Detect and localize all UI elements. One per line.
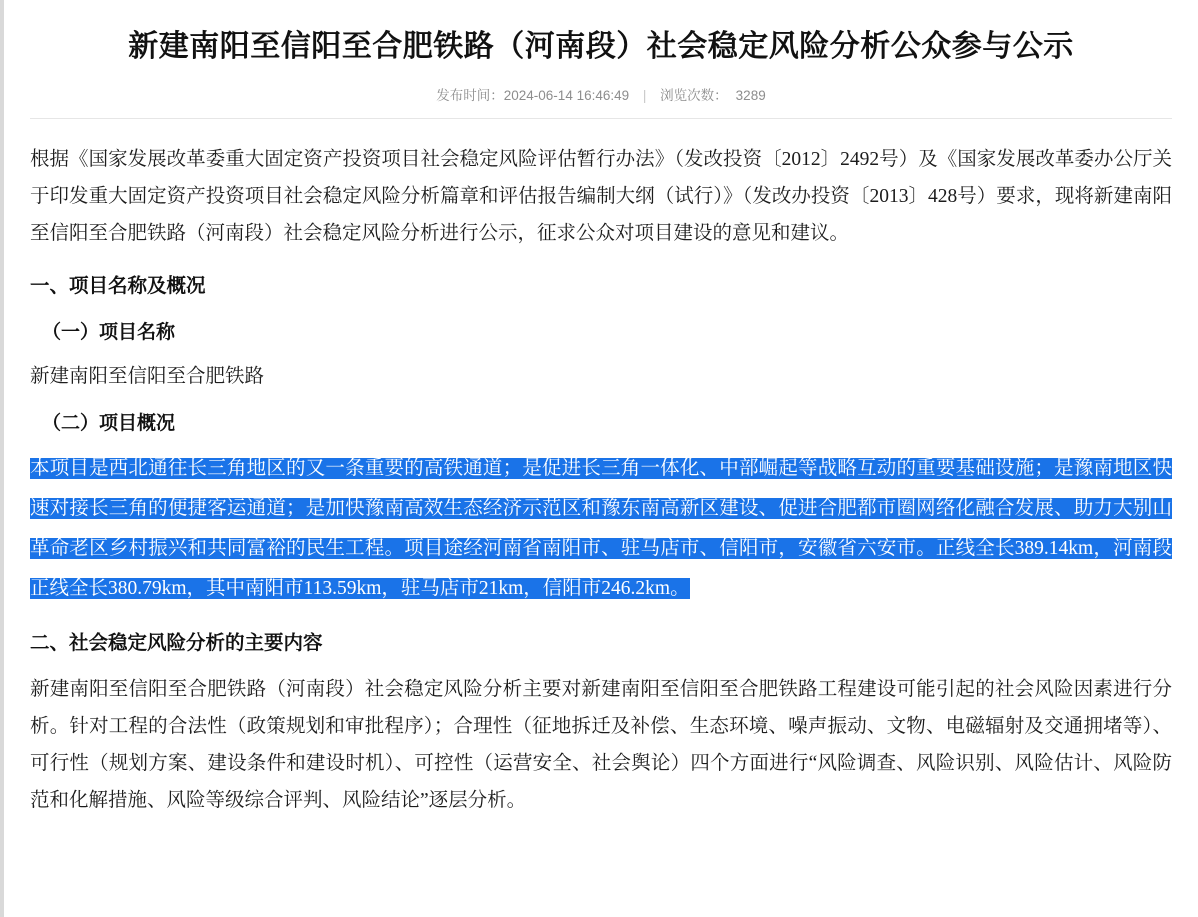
section-heading-2: 二、社会稳定风险分析的主要内容 (30, 632, 323, 654)
article-header (4, 0, 1198, 118)
article-meta (44, 84, 1158, 118)
project-name-text: 新建南阳至信阳至合肥铁路 (30, 366, 265, 387)
selected-text-highlight: 本项目是西北通往长三角地区的又一条重要的高铁通道；是促进长三角一体化、中部崛起等战略互动的重要基础设施；是豫南地区快速对接长三角的便捷客运通道；是加快豫南高效生态经济示范区和豫东南高新区建设、促进合肥都市圈网络化融合发展、助力大别山革命老区乡村振兴和共同富裕的民生工程。项目途经河南省南阳市、驻马店市、信阳市，安徽省六安市。正线全长389.14km，河南段正线全长380.79km，其中南阳市113.59km，驻马店市21km，信阳市246.2km。 (30, 458, 1172, 599)
publish-time-label: 发布时间： (436, 88, 504, 103)
meta-divider: | (642, 88, 647, 103)
section-heading-1: 一、项目名称及概况 (30, 275, 206, 297)
views-count: 3289 (735, 88, 766, 103)
subsection-heading-1-2: （二）项目概况 (42, 413, 176, 434)
risk-analysis-paragraph: 新建南阳至信阳至合肥铁路（河南段）社会稳定风险分析主要对新建南阳至信阳至合肥铁路工程建设可能引起的社会风险因素进行分析。针对工程的合法性（政策规划和审批程序）；合理性（征地拆迁及补偿、生态环境、噪声振动、文物、电磁辐射及交通拥堵等）、可行性（规划方案、建设条件和建设时机）、可控性（运营安全、社会舆论）四个方面进行“风险调查、风险识别、风险估计、风险防范和化解措施、风险等级综合评判、风险结论”逐层分析。 (30, 679, 1172, 811)
article-content (4, 119, 1198, 829)
publish-time-value: 2024-06-14 16:46:49 (503, 88, 630, 103)
project-overview-paragraph (30, 449, 1172, 609)
page-title: 新建南阳至信阳至合肥铁路（河南段）社会稳定风险分析公众参与公示 (128, 30, 1074, 63)
intro-paragraph: 根据《国家发展改革委重大固定资产投资项目社会稳定风险评估暂行办法》（发改投资〔2012〕2492号）及《国家发展改革委办公厅关于印发重大固定资产投资项目社会稳定风险分析篇章和评估报告编制大纲（试行）》（发改办投资〔2013〕428号）要求，现将新建南阳至信阳至合肥铁路（河南段）社会稳定风险分析进行公示，征求公众对项目建设的意见和建议。 (30, 149, 1172, 244)
views-label: 浏览次数： (660, 88, 728, 103)
subsection-heading-1-1: （一）项目名称 (42, 322, 176, 343)
